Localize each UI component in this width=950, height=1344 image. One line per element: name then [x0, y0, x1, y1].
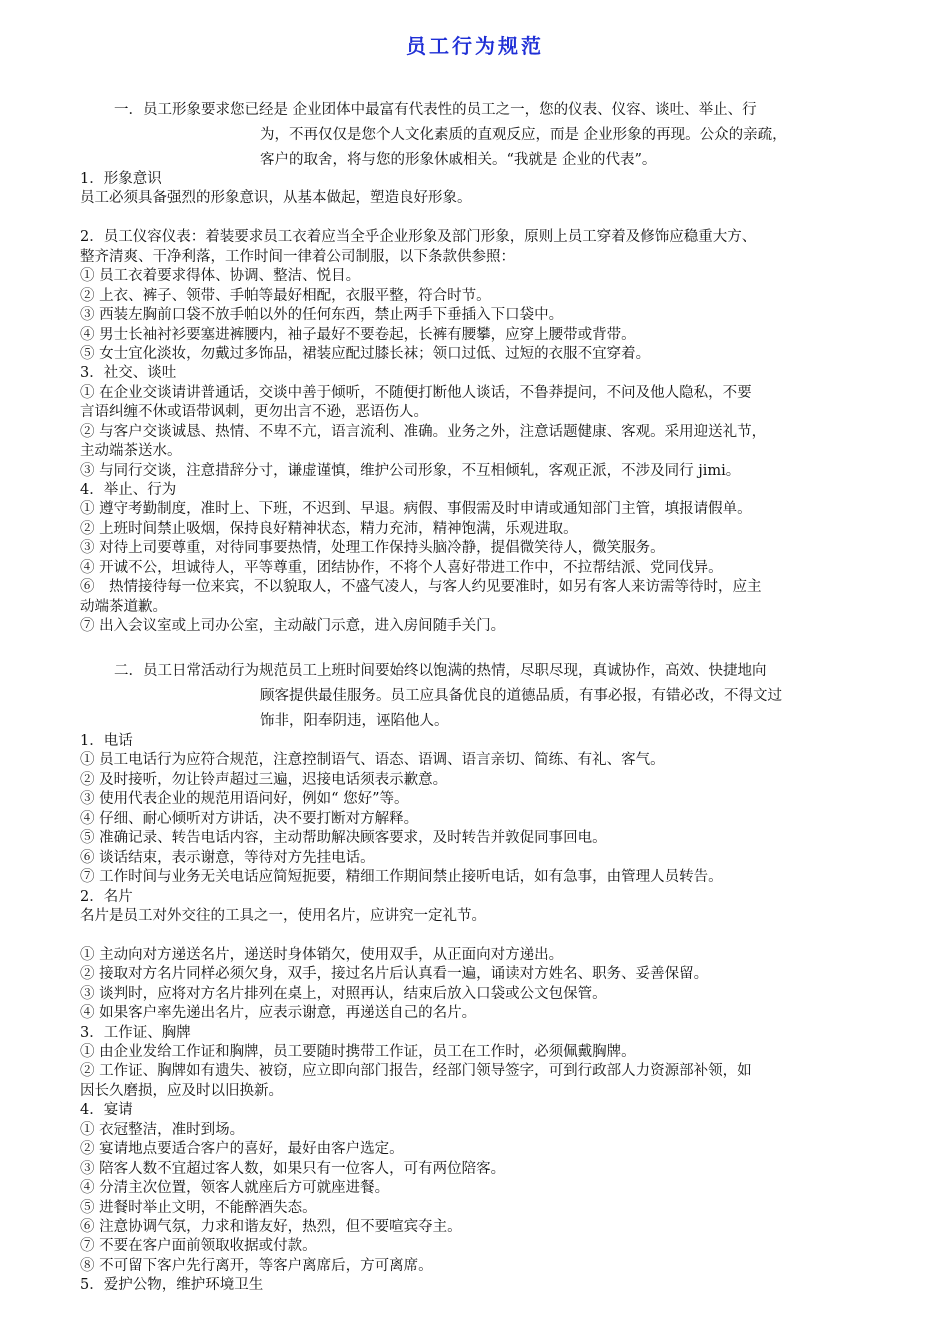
text-line: ① 遵守考勤制度，准时上、下班，不迟到、早退。病假、事假需及时申请或通知部门主管，填报请假单。: [80, 501, 752, 518]
section2-intro-line: 二．员工日常活动行为规范员工上班时间要始终以饱满的热情，尽职尽现，真诚协作，高效、快捷地向: [114, 663, 767, 679]
text-line: ⑧ 不可留下客户先行离开，等客户离席后，方可离席。: [80, 1257, 433, 1274]
text-line: ⑤ 准确记录、转告电话内容，主动帮助解决顾客要求，及时转告并敦促同事回电。: [80, 830, 607, 847]
text-line: ③ 对待上司要尊重，对待同事要热情，处理工作保持头脑冷静，提倡微笑待人，微笑服务。: [80, 540, 665, 557]
section1-intro: [114, 98, 874, 173]
text-line: ⑥ 谈话结束，表示谢意，等待对方先挂电话。: [80, 849, 375, 866]
text-line: ④ 如果客户率先递出名片，应表示谢意，再递送自己的名片。: [80, 1005, 477, 1022]
section1-intro-line: 客户的取舍，将与您的形象休戚相关。“我就是 企业的代表”。: [260, 152, 657, 168]
text-line: 4．举止、行为: [80, 482, 177, 498]
text-line: ⑥ 热情接待每一位来宾，不以貌取人，不盛气凌人，与客人约见要准时，如另有客人来访需等待时，应主: [80, 579, 762, 596]
text-line: ① 由企业发给工作证和胸牌，员工要随时携带工作证，员工在工作时，必须佩戴胸牌。: [80, 1044, 636, 1060]
blank-line: [80, 926, 880, 945]
text-line: ② 接取对方名片同样必须欠身，双手，接过名片后认真看一遍，诵读对方姓名、职务、妥善保留。: [80, 966, 709, 983]
text-line: ④ 男士长袖衬衫要塞进裤腰内，袖子最好不要卷起，长裤有腰攀，应穿上腰带或背带。: [80, 326, 636, 343]
section2-intro-line: 顾客提供最佳服务。员工应具备优良的道德品质，有事必报，有错必改，不得文过: [260, 688, 782, 704]
text-line: ⑦ 出入会议室或上司办公室，主动敲门示意，进入房间随手关门。: [80, 618, 506, 635]
text-line: ① 员工衣着要求得体、协调、整洁、悦目。: [80, 268, 361, 285]
text-line: 名片是员工对外交往的工具之一，使用名片，应讲究一定礼节。: [80, 907, 486, 924]
text-line: ① 主动向对方递送名片，递送时身体销欠，使用双手，从正面向对方递出。: [80, 946, 564, 963]
page-title: 员工行为规范: [406, 34, 544, 58]
text-line: 4．宴请: [80, 1102, 133, 1119]
section1-intro-line: 为，不再仅仅是您个人文化素质的直观反应，而是 企业形象的再现。公众的亲疏，: [260, 127, 787, 143]
text-line: ③ 西装左胸前口袋不放手帕以外的任何东西，禁止两手下垂插入下口袋中。: [80, 307, 564, 324]
text-line: ② 与客户交谈诚恳、热情、不卑不亢，语言流利、准确。业务之外，注意话题健康、客观。采用迎送礼节，: [80, 423, 767, 440]
text-line: 1．电话: [80, 733, 133, 749]
text-line: ① 在企业交谈请讲普通话，交谈中善于倾听，不随便打断他人谈话，不鲁莽提问，不问及他人隐私，不要: [80, 384, 752, 401]
section2-intro: [114, 659, 874, 734]
text-line: 主动端茶送水。: [80, 443, 182, 460]
text-line: ⑦ 不要在客户面前领取收据或付款。: [80, 1238, 317, 1255]
text-line: ① 员工电话行为应符合规范，注意控制语气、语态、语调、语言亲切、简练、有礼、客气。: [80, 752, 665, 769]
text-line: 1．形象意识: [80, 171, 162, 187]
text-line: 2．名片: [80, 888, 133, 905]
text-line: ⑦ 工作时间与业务无关电话应简短扼要，精细工作期间禁止接听电话，如有急事，由管理人员转告。: [80, 869, 723, 886]
text-line: 2．员工仪容仪表：着装要求员工衣着应当全乎企业形象及部门形象，原则上员工穿着及修饰应稳重大方、: [80, 229, 757, 246]
text-line: ② 及时接听，勿让铃声超过三遍，迟接电话须表示歉意。: [80, 771, 448, 788]
section1-intro-line: 一．员工形象要求您已经是 企业团体中最富有代表性的员工之一，您的仪表、仪容、谈吐、举止、行: [114, 102, 757, 118]
text-line: 员工必须具备强烈的形象意识，从基本做起，塑造良好形象。: [80, 190, 472, 207]
text-line: ② 上班时间禁止吸烟，保持良好精神状态，精力充沛，精神饱满，乐观进取。: [80, 520, 578, 537]
text-line: ① 衣冠整洁，准时到场。: [80, 1121, 245, 1138]
section1-body: [80, 170, 880, 637]
text-line: ③ 与同行交谈，注意措辞分寸，谦虚谨慎，维护公司形象，不互相倾轧，客观正派，不涉及同行 jimi。: [80, 462, 741, 479]
text-line: ⑤ 进餐时举止文明，不能醉酒失态。: [80, 1199, 317, 1216]
text-line: 言语纠缠不休或语带讽刺，更勿出言不逊，恶语伤人。: [80, 404, 428, 421]
text-line: ② 工作证、胸牌如有遗失、被窃，应立即向部门报告，经部门领导签字，可到行政部人力资源部补领，如: [80, 1063, 752, 1080]
text-line: ⑥ 注意协调气氛，力求和谐友好，热烈，但不要喧宾夺主。: [80, 1218, 462, 1235]
text-line: ④ 开诚不公，坦诚待人，平等尊重，团结协作，不将个人喜好带进工作中，不拉帮结派、党同伐异。: [80, 559, 723, 576]
text-line: 3．社交、谈吐: [80, 365, 177, 382]
text-line: ② 宴请地点要适合客户的喜好，最好由客户选定。: [80, 1141, 404, 1158]
text-line: ④ 仔细、耐心倾听对方讲话，决不要打断对方解释。: [80, 810, 419, 827]
text-line: ⑤ 女士宜化淡妆，勿戴过多饰品，裙装应配过膝长袜；领口过低、过短的衣服不宜穿着。: [80, 345, 651, 362]
text-line: 3．工作证、胸牌: [80, 1024, 191, 1041]
text-line: 整齐清爽、干净利落，工作时间一律着公司制服，以下条款供参照：: [80, 248, 515, 265]
text-line: ③ 谈判时，应将对方名片排列在桌上，对照再认，结束后放入口袋或公文包保管。: [80, 985, 607, 1002]
blank-line: [80, 209, 880, 228]
text-line: 5．爱护公物，维护环境卫生: [80, 1277, 264, 1294]
text-line: ② 上衣、裤子、领带、手帕等最好相配，衣服平整，符合时节。: [80, 287, 491, 304]
text-line: ③ 使用代表企业的规范用语问好，例如“ 您好”等。: [80, 791, 409, 808]
text-line: ③ 陪客人数不宜超过客人数，如果只有一位客人，可有两位陪客。: [80, 1160, 506, 1177]
text-line: ④ 分清主次位置，领客人就座后方可就座进餐。: [80, 1180, 390, 1197]
section2-intro-line: 饰非，阳奉阴违，诬陷他人。: [260, 713, 449, 729]
text-line: 动端茶道歉。: [80, 598, 167, 615]
section2-body: [80, 732, 880, 1296]
text-line: 因长久磨损，应及时以旧换新。: [80, 1082, 283, 1099]
